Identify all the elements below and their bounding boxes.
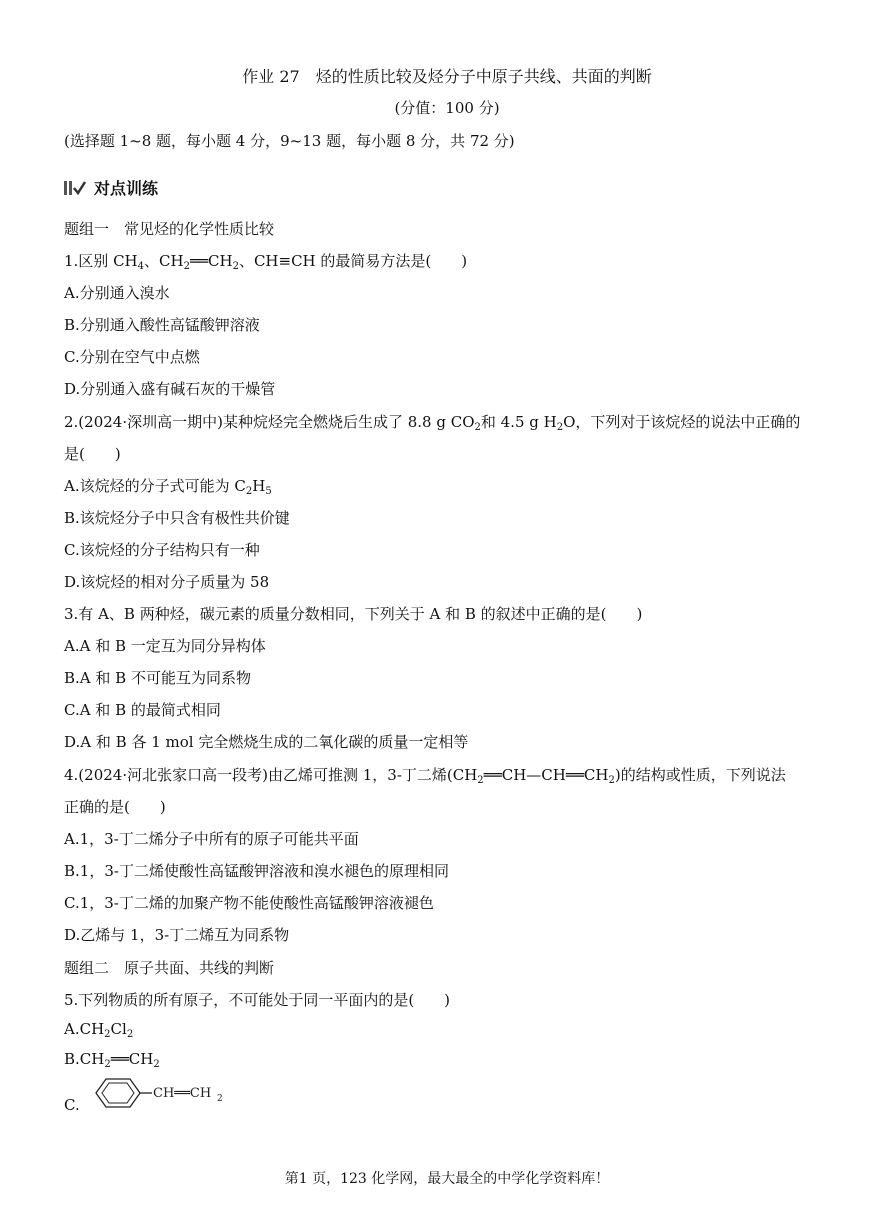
question-1-option-d: D.分别通入盛有碱石灰的干燥管 — [64, 380, 276, 398]
styrene-subscript: 2 — [217, 1094, 223, 1104]
question-3-stem: 3.有 A、B 两种烃，碳元素的质量分数相同，下列关于 A 和 B 的叙述中正确的是( ) — [64, 605, 643, 623]
question-3-option-a: A.A 和 B 一定互为同分异构体 — [64, 637, 266, 655]
question-4-option-b: B.1，3-丁二烯使酸性高锰酸钾溶液和溴水褪色的原理相同 — [64, 862, 449, 880]
question-1-stem: 1.区别 $CH_4$、$CH_2══CH_2$、CH≡CH 的最简易方法是( ) — [64, 252, 468, 272]
checklist-icon — [64, 179, 86, 197]
question-4-stem-line2: 正确的是( ) — [64, 798, 166, 816]
instructions: (选择题 1~8 题，每小题 4 分，9~13 题，每小题 8 分，共 72 分) — [64, 132, 515, 150]
question-5-option-c-label: C. — [64, 1096, 80, 1114]
question-2-stem-line2: 是( ) — [64, 445, 121, 463]
styrene-structure — [88, 1075, 228, 1111]
group2-heading: 题组二 原子共面、共线的判断 — [64, 959, 275, 977]
question-3-option-d: D.A 和 B 各 1 mol 完全燃烧生成的二氧化碳的质量一定相等 — [64, 733, 469, 751]
group1-heading: 题组一 常见烃的化学性质比较 — [64, 220, 275, 238]
question-2-option-b: B.该烷烃分子中只含有极性共价键 — [64, 509, 290, 527]
section-heading — [64, 176, 158, 199]
question-1-option-c: C.分别在空气中点燃 — [64, 348, 200, 366]
question-4-stem: 4.(2024·河北张家口高一段考)由乙烯可推测 1，3-丁二烯$(CH_2══CH—CH══CH_2)$的结构或性质，下列说法 — [64, 766, 786, 786]
question-2-option-d: D.该烷烃的相对分子质量为 58 — [64, 573, 270, 591]
page-footer: 第1 页，123 化学网，最大最全的中学化学资料库！ — [284, 1171, 610, 1187]
question-4-option-a: A.1，3-丁二烯分子中所有的原子可能共平面 — [64, 830, 359, 848]
question-3-option-c: C.A 和 B 的最简式相同 — [64, 701, 221, 719]
section-title: 对点训练 — [94, 179, 159, 198]
document-title: 作业 27 烃的性质比较及烃分子中原子共线、共面的判断 — [242, 67, 652, 86]
question-5-stem: 5.下列物质的所有原子，不可能处于同一平面内的是( ) — [64, 991, 451, 1009]
question-3-option-b: B.A 和 B 不可能互为同系物 — [64, 669, 251, 687]
question-4-option-c: C.1，3-丁二烯的加聚产物不能使酸性高锰酸钾溶液褪色 — [64, 894, 434, 912]
question-5-option-b: $B.CH_2══CH_2$ — [64, 1050, 160, 1070]
question-5-option-a: $A.CH_2Cl_2$ — [64, 1020, 134, 1040]
question-4-option-d: D.乙烯与 1，3-丁二烯互为同系物 — [64, 926, 290, 944]
score-note: (分值：100 分) — [394, 99, 500, 117]
question-1-option-b: B.分别通入酸性高锰酸钾溶液 — [64, 316, 260, 334]
question-2-stem: 2.(2024·深圳高一期中)某种烷烃完全燃烧后生成了 8.8 g $CO_2$和 4.5 g $H_2O$，下列对于该烷烃的说法中正确的 — [64, 413, 801, 433]
question-1-option-a: A.分别通入溴水 — [64, 284, 170, 302]
question-2-option-c: C.该烷烃的分子结构只有一种 — [64, 541, 260, 559]
styrene-label: CH══CH — [153, 1086, 212, 1101]
question-2-option-a: A.该烷烃的分子式可能为 $C_2H_5$ — [64, 477, 272, 497]
